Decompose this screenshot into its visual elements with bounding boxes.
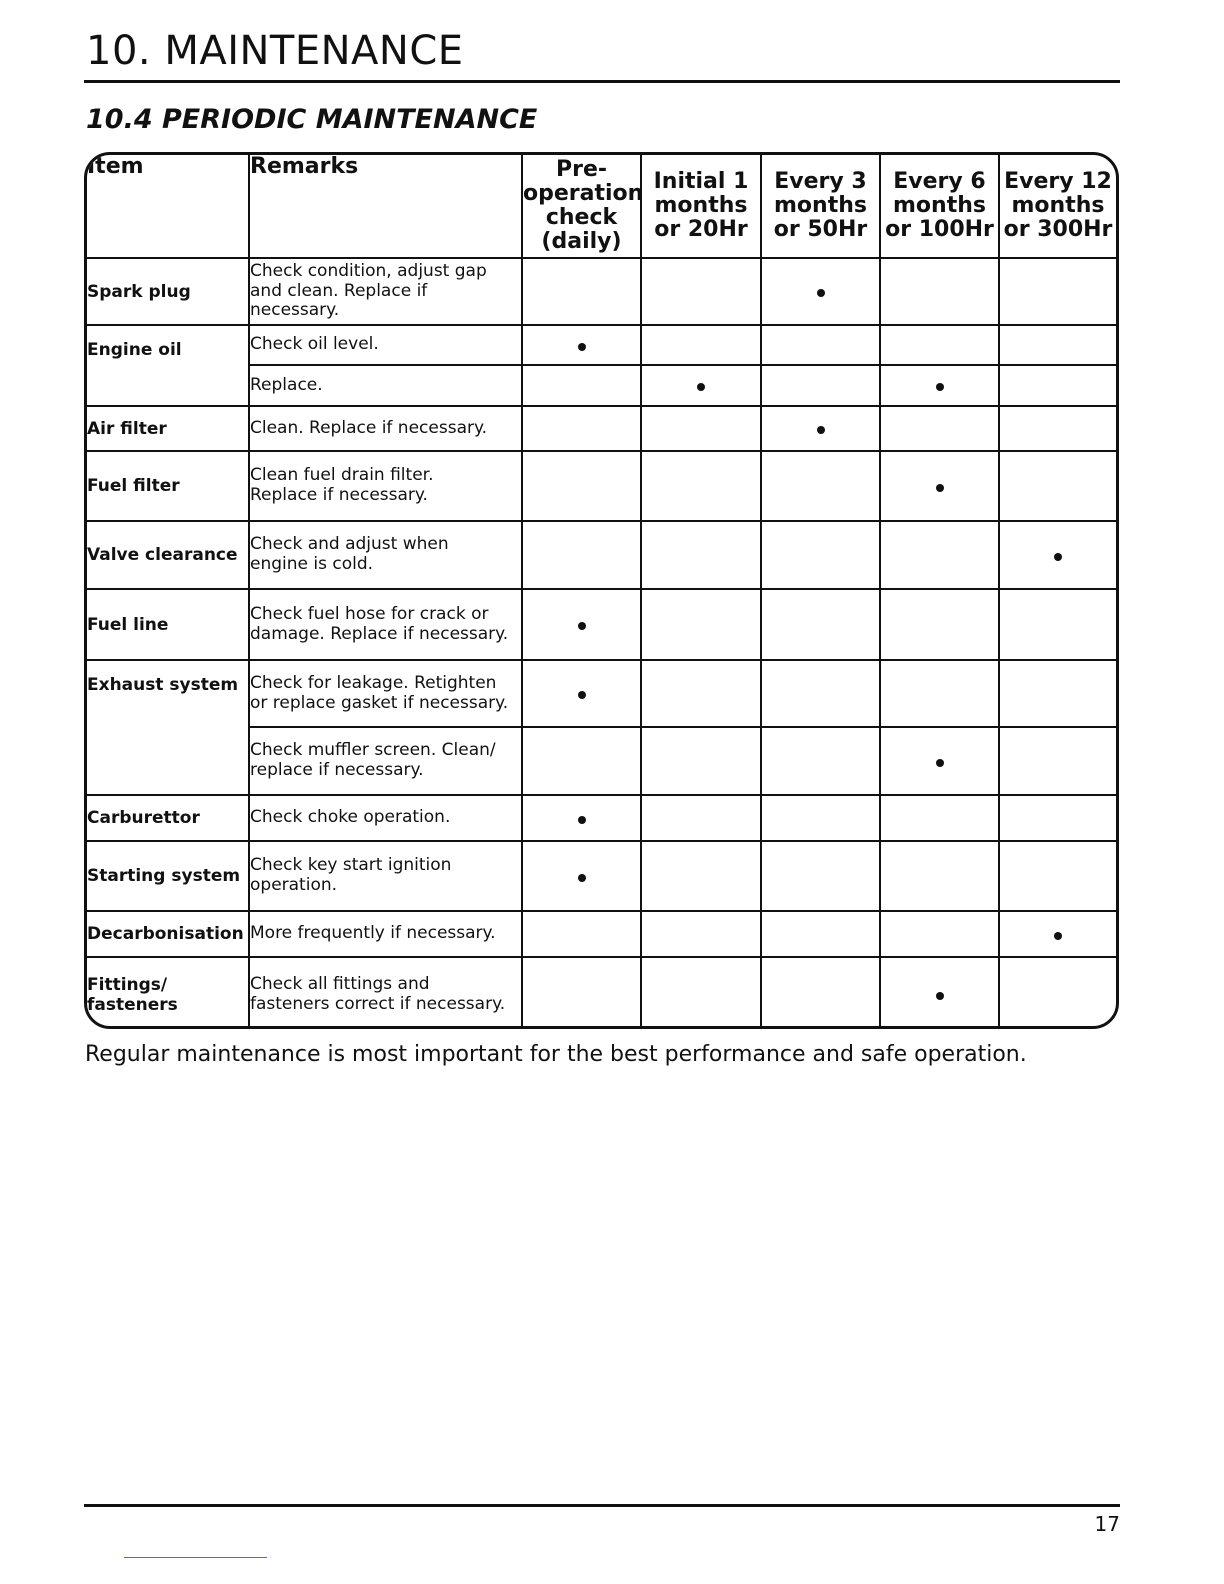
remarks-cell — [249, 521, 522, 589]
schedule-cell — [880, 451, 999, 521]
item-cell: Fuel filter — [87, 451, 249, 521]
schedule-cell — [880, 325, 999, 365]
header-line: Pre- — [555, 156, 608, 182]
remark-line: Check key start ignition — [250, 855, 452, 876]
remarks-cell — [249, 365, 522, 406]
schedule-dot — [1054, 553, 1062, 561]
schedule-cell — [761, 660, 880, 727]
schedule-cell — [522, 841, 641, 911]
schedule-cell — [880, 365, 999, 406]
schedule-cell — [641, 727, 761, 795]
remark-line: Check choke operation. — [250, 807, 451, 828]
schedule-cell — [522, 727, 641, 795]
table-row — [87, 841, 1116, 911]
schedule-dot — [936, 759, 944, 767]
schedule-cell — [522, 795, 641, 841]
remarks-cell — [249, 258, 522, 325]
schedule-cell — [522, 325, 641, 365]
remark-line: Replace. — [250, 374, 323, 395]
schedule-cell — [999, 521, 1116, 589]
schedule-cell — [880, 660, 999, 727]
remarks-cell — [249, 660, 522, 727]
maintenance-note: Regular maintenance is most important for the best performance and safe operation. — [85, 1042, 1027, 1067]
schedule-cell — [880, 841, 999, 911]
header-item: Item — [87, 155, 249, 258]
remark-line: Replace if necessary. — [250, 485, 428, 505]
remarks-cell — [249, 406, 522, 451]
maintenance-table — [87, 155, 1116, 1029]
remark-line: Check all fittings and — [250, 973, 430, 994]
header-line: Every 6 — [893, 168, 986, 194]
item-cell: Valve clearance — [87, 521, 249, 589]
header-every-6-months — [880, 155, 999, 258]
remark-line: damage. Replace if necessary. — [250, 623, 509, 644]
table-row — [87, 589, 1116, 660]
schedule-cell — [761, 451, 880, 521]
item-line: fasteners — [87, 994, 178, 1015]
table-row — [87, 957, 1116, 1029]
header-line: or 50Hr — [773, 217, 868, 243]
schedule-cell — [641, 957, 761, 1029]
header-every-3-months — [761, 155, 880, 258]
schedule-cell — [999, 325, 1116, 365]
footer-divider — [84, 1504, 1120, 1507]
remarks-cell — [249, 841, 522, 911]
schedule-cell — [761, 258, 880, 325]
remark-line: Check condition, adjust gap — [250, 261, 487, 282]
schedule-cell — [880, 911, 999, 957]
schedule-cell — [761, 727, 880, 795]
header-line: Every 3 — [774, 168, 867, 194]
header-initial-1-month — [641, 155, 761, 258]
remark-line: or replace gasket if necessary. — [250, 692, 509, 713]
schedule-cell — [522, 258, 641, 325]
schedule-cell — [880, 727, 999, 795]
remarks-cell — [249, 451, 522, 521]
schedule-cell — [641, 325, 761, 365]
top-divider — [84, 80, 1120, 83]
table-row — [87, 406, 1116, 451]
remark-line: replace if necessary. — [250, 760, 424, 780]
table-header-row — [87, 155, 1116, 258]
schedule-cell — [522, 365, 641, 406]
schedule-cell — [522, 521, 641, 589]
schedule-cell — [880, 406, 999, 451]
schedule-dot — [578, 343, 586, 351]
schedule-cell — [522, 957, 641, 1029]
schedule-dot — [817, 426, 825, 434]
schedule-cell — [641, 795, 761, 841]
item-cell — [87, 957, 249, 1029]
schedule-cell — [761, 957, 880, 1029]
schedule-cell — [641, 911, 761, 957]
header-line: months — [1011, 192, 1105, 218]
schedule-cell — [761, 589, 880, 660]
schedule-dot — [578, 816, 586, 824]
schedule-cell — [522, 660, 641, 727]
schedule-cell — [999, 911, 1116, 957]
schedule-cell — [880, 521, 999, 589]
item-cell: Starting system — [87, 841, 249, 911]
header-line: months — [774, 192, 867, 218]
schedule-cell — [761, 365, 880, 406]
item-line: Fittings/ — [87, 974, 168, 995]
header-line: (daily) — [541, 229, 622, 255]
chapter-title: 10. MAINTENANCE — [86, 28, 464, 74]
schedule-cell — [641, 451, 761, 521]
schedule-cell — [999, 451, 1116, 521]
item-cell: Spark plug — [87, 258, 249, 325]
schedule-dot — [578, 622, 586, 630]
table-row — [87, 258, 1116, 325]
schedule-dot — [936, 992, 944, 1000]
schedule-cell — [999, 589, 1116, 660]
remarks-cell — [249, 589, 522, 660]
schedule-cell — [641, 589, 761, 660]
schedule-cell — [880, 795, 999, 841]
schedule-cell — [999, 365, 1116, 406]
table-row — [87, 795, 1116, 841]
schedule-cell — [522, 589, 641, 660]
table-row — [87, 521, 1116, 589]
item-cell: Air filter — [87, 406, 249, 451]
remarks-cell — [249, 957, 522, 1029]
remark-line: Check and adjust when — [250, 534, 449, 555]
remark-line: and clean. Replace if necessary. — [250, 280, 428, 321]
remark-line: fasteners correct if necessary. — [250, 993, 506, 1014]
header-line: months — [893, 192, 986, 218]
schedule-cell — [999, 841, 1116, 911]
schedule-cell — [522, 451, 641, 521]
remarks-cell — [249, 795, 522, 841]
remarks-cell — [249, 325, 522, 365]
schedule-dot — [936, 484, 944, 492]
item-cell: Carburettor — [87, 795, 249, 841]
header-line: Every 12 — [1004, 168, 1112, 194]
schedule-cell — [880, 258, 999, 325]
schedule-dot — [697, 383, 705, 391]
table-row — [87, 660, 1116, 727]
remark-line: engine is cold. — [250, 554, 374, 574]
header-line: check — [545, 205, 618, 230]
header-remarks: Remarks — [249, 155, 522, 258]
schedule-cell — [641, 841, 761, 911]
schedule-cell — [999, 406, 1116, 451]
schedule-cell — [761, 521, 880, 589]
schedule-dot — [578, 874, 586, 882]
remarks-cell — [249, 911, 522, 957]
remark-line: Check fuel hose for crack or — [250, 603, 489, 624]
schedule-dot — [578, 691, 586, 699]
header-line: months — [654, 192, 748, 218]
schedule-cell — [641, 521, 761, 589]
schedule-cell — [880, 957, 999, 1029]
item-cell: Engine oil — [87, 325, 249, 406]
schedule-dot — [1054, 932, 1062, 940]
schedule-cell — [880, 589, 999, 660]
schedule-cell — [522, 911, 641, 957]
header-line: Initial 1 — [653, 168, 749, 194]
schedule-cell — [761, 325, 880, 365]
header-line: or 20Hr — [654, 217, 748, 243]
header-line: or 100Hr — [885, 217, 994, 243]
remark-line: Check oil level. — [250, 334, 379, 355]
schedule-cell — [641, 365, 761, 406]
item-cell: Decarbonisation — [87, 911, 249, 957]
schedule-cell — [641, 258, 761, 325]
schedule-cell — [999, 795, 1116, 841]
decorative-line — [124, 1557, 267, 1558]
maintenance-table-frame — [84, 152, 1119, 1029]
schedule-cell — [999, 957, 1116, 1029]
page-number: 17 — [1094, 1512, 1120, 1536]
schedule-dot — [817, 289, 825, 297]
schedule-cell — [761, 911, 880, 957]
schedule-cell — [522, 406, 641, 451]
schedule-cell — [761, 841, 880, 911]
remarks-cell — [249, 727, 522, 795]
remark-line: Clean fuel drain filter. — [250, 465, 434, 486]
remark-line: Check muffler screen. Clean/ — [250, 740, 496, 761]
header-line: or 300Hr — [1003, 217, 1113, 243]
schedule-cell — [641, 660, 761, 727]
schedule-cell — [761, 406, 880, 451]
remark-line: Check for leakage. Retighten — [250, 672, 497, 693]
table-row — [87, 911, 1116, 957]
remark-line: More frequently if necessary. — [250, 923, 496, 944]
item-cell: Fuel line — [87, 589, 249, 660]
section-title: 10.4 PERIODIC MAINTENANCE — [86, 104, 538, 135]
schedule-dot — [936, 383, 944, 391]
table-row — [87, 325, 1116, 365]
schedule-cell — [641, 406, 761, 451]
header-every-12-months — [999, 155, 1116, 258]
item-cell: Exhaust system — [87, 660, 249, 795]
header-line: operation — [523, 180, 644, 206]
schedule-cell — [999, 727, 1116, 795]
remark-line: Clean. Replace if necessary. — [250, 417, 488, 438]
header-pre-operation-daily — [522, 155, 644, 258]
table-row — [87, 451, 1116, 521]
remark-line: operation. — [250, 875, 338, 895]
schedule-cell — [999, 258, 1116, 325]
schedule-cell — [999, 660, 1116, 727]
schedule-cell — [761, 795, 880, 841]
